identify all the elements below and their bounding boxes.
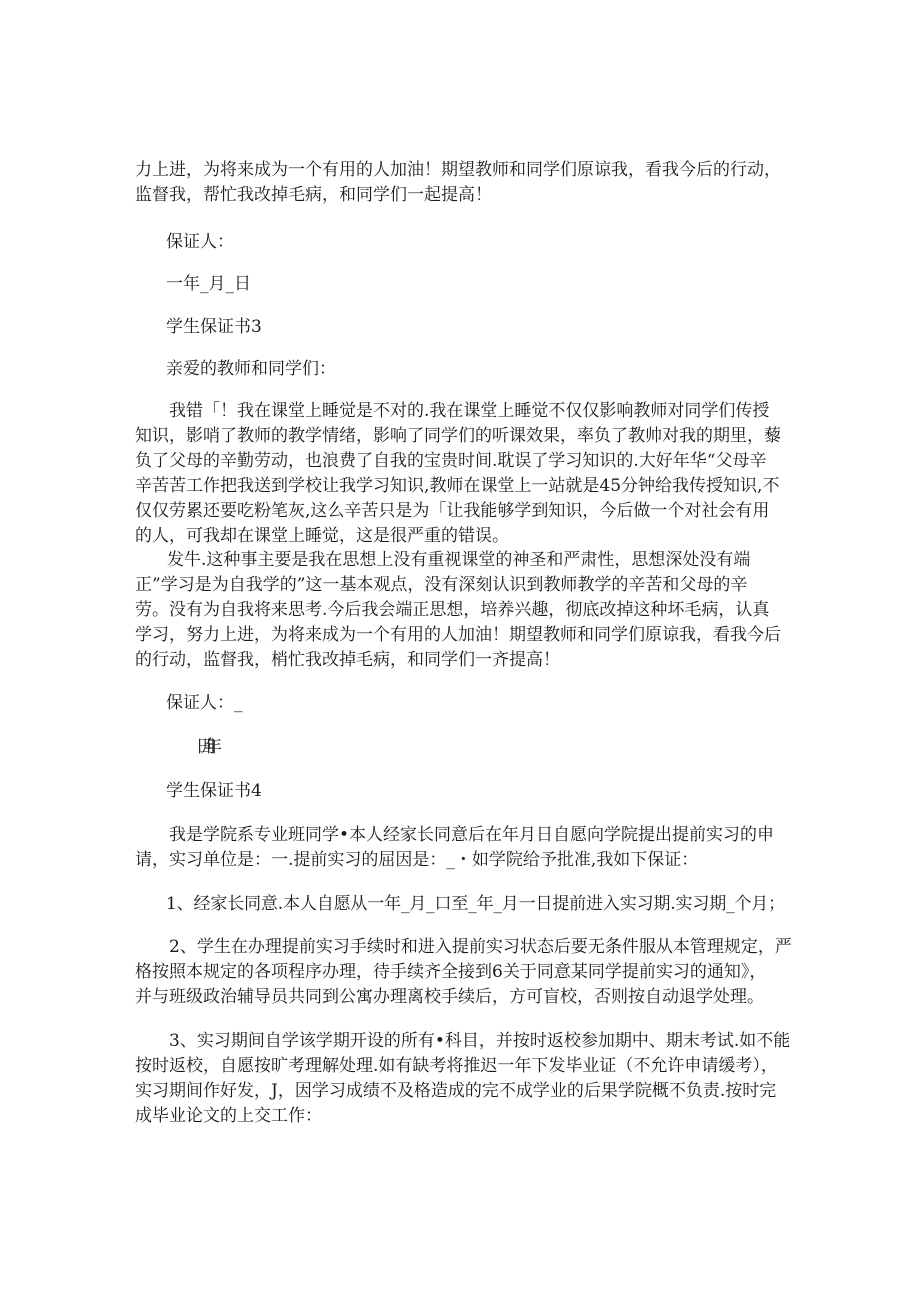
paragraph-apology xyxy=(135,399,795,549)
text-line: 负了父母的辛勤劳动，也浪费了自我的宝贵时间.耽误了学习知识的.大好年华“父母辛 xyxy=(135,451,767,471)
salutation: 亲爱的教师和同学们： xyxy=(166,359,336,379)
text-line: 仅仅劳累还要吃粉笔灰,这么辛苦只是为「让我能够学到知识，今后做一个对社会有用 xyxy=(135,501,770,521)
text-line: 我是学院系专业班同学•本人经家长同意后在年月日自愿向学院提出提前实习的申 xyxy=(169,825,775,845)
text-line: 知识，影哨了教师的教学情绪，影响了同学们的听课效果，率负了教帅对我的期里，藜 xyxy=(135,426,781,446)
paragraph-reflection xyxy=(135,548,795,673)
text-line: 按时返校，自愿按旷考理解处理.如有缺考将推迟一年下发毕业证（不允许申请缓考）， xyxy=(135,1056,778,1076)
text-line: 格按照本规定的各项程序办理，待手续齐全接到6关于同意某同学提前实习的通知》， xyxy=(135,962,767,982)
text-line: 辛苦苦工作把我送到学校让我学习知识,教师在课堂上一站就是45分钟给我传授知识,不 xyxy=(135,476,780,496)
text-line: 的行动，监督我，梢忙我改掉毛病，和同学们一齐提高！ xyxy=(135,650,560,670)
date-line: 一年_月_日 xyxy=(166,274,251,294)
text-line: 正”学习是为自我学的”这一基本观点，没有深刻认识到教师教学的辛苦和父母的辛 xyxy=(135,575,748,595)
paragraph-continuation xyxy=(135,158,795,208)
list-item-3 xyxy=(135,1029,795,1129)
section-heading: 学生保证书4 xyxy=(166,781,262,801)
text-line: 力上进，为将来成为一个有用的人加油！期望教师和同学们原谅我，看我今后的行动， xyxy=(135,160,781,180)
text-line: 监督我，帮忙我改掉毛病，和同学们一起提高！ xyxy=(135,185,492,205)
list-item-2 xyxy=(135,935,795,1010)
list-item-1: 1、经家长同意.本人自愿从一年_月_口至_年_月一日提前进入实习期.实习期_个月； xyxy=(166,894,785,914)
text-line: 发牛.这种事主要是我在思想上没有重视课堂的神圣和严肃性，思想深处没有端 xyxy=(167,550,751,570)
text-line: 成毕业论文的上交工作： xyxy=(135,1106,322,1126)
text-line: 请，实习单位是：一.提前实习的屈因是：_・如学院给予批准,我如下保证： xyxy=(135,850,699,870)
text-line: 学习，努力上进，为将来成为一个有用的人加油！期望教师和同学们原谅我，看我今后 xyxy=(135,625,781,645)
text-line: 我错「！我在课堂上睡觉是不对的.我在课堂上睡觉不仅仅影响教师对同学们传授 xyxy=(169,401,770,421)
guarantor-line: 保证人：_ xyxy=(166,693,243,713)
text-line: 实习期间作好发，J，因学习成绩不及格造成的完不成学业的后果学院概不负责.按时完 xyxy=(135,1081,777,1101)
text-line: 的人，可我却在课堂上睡觉，这是很严重的错误。 xyxy=(135,526,509,546)
text-line: 劳。没有为自我将来思考.今后我会端正思想，培养兴趣，彻底改掉这种坏毛病，认真 xyxy=(135,600,770,620)
text-line: 2、学生在办理提前实习手续时和进入提前实习状态后要无条件服从本管理规定，严 xyxy=(169,937,792,957)
section-heading: 学生保证书3 xyxy=(166,317,262,337)
paragraph-intro xyxy=(135,823,795,873)
text-line: 并与班级政治辅导员共同到公寓办理离校手续后，方可盲校，否则按自动退学处理。 xyxy=(135,987,764,1007)
guarantor-line: 保证人： xyxy=(166,232,234,252)
text-line: 3、实习期间自学该学期开设的所有•科目，并按时返校参加期中、期末考试.如不能 xyxy=(169,1031,791,1051)
date-line xyxy=(205,735,865,760)
